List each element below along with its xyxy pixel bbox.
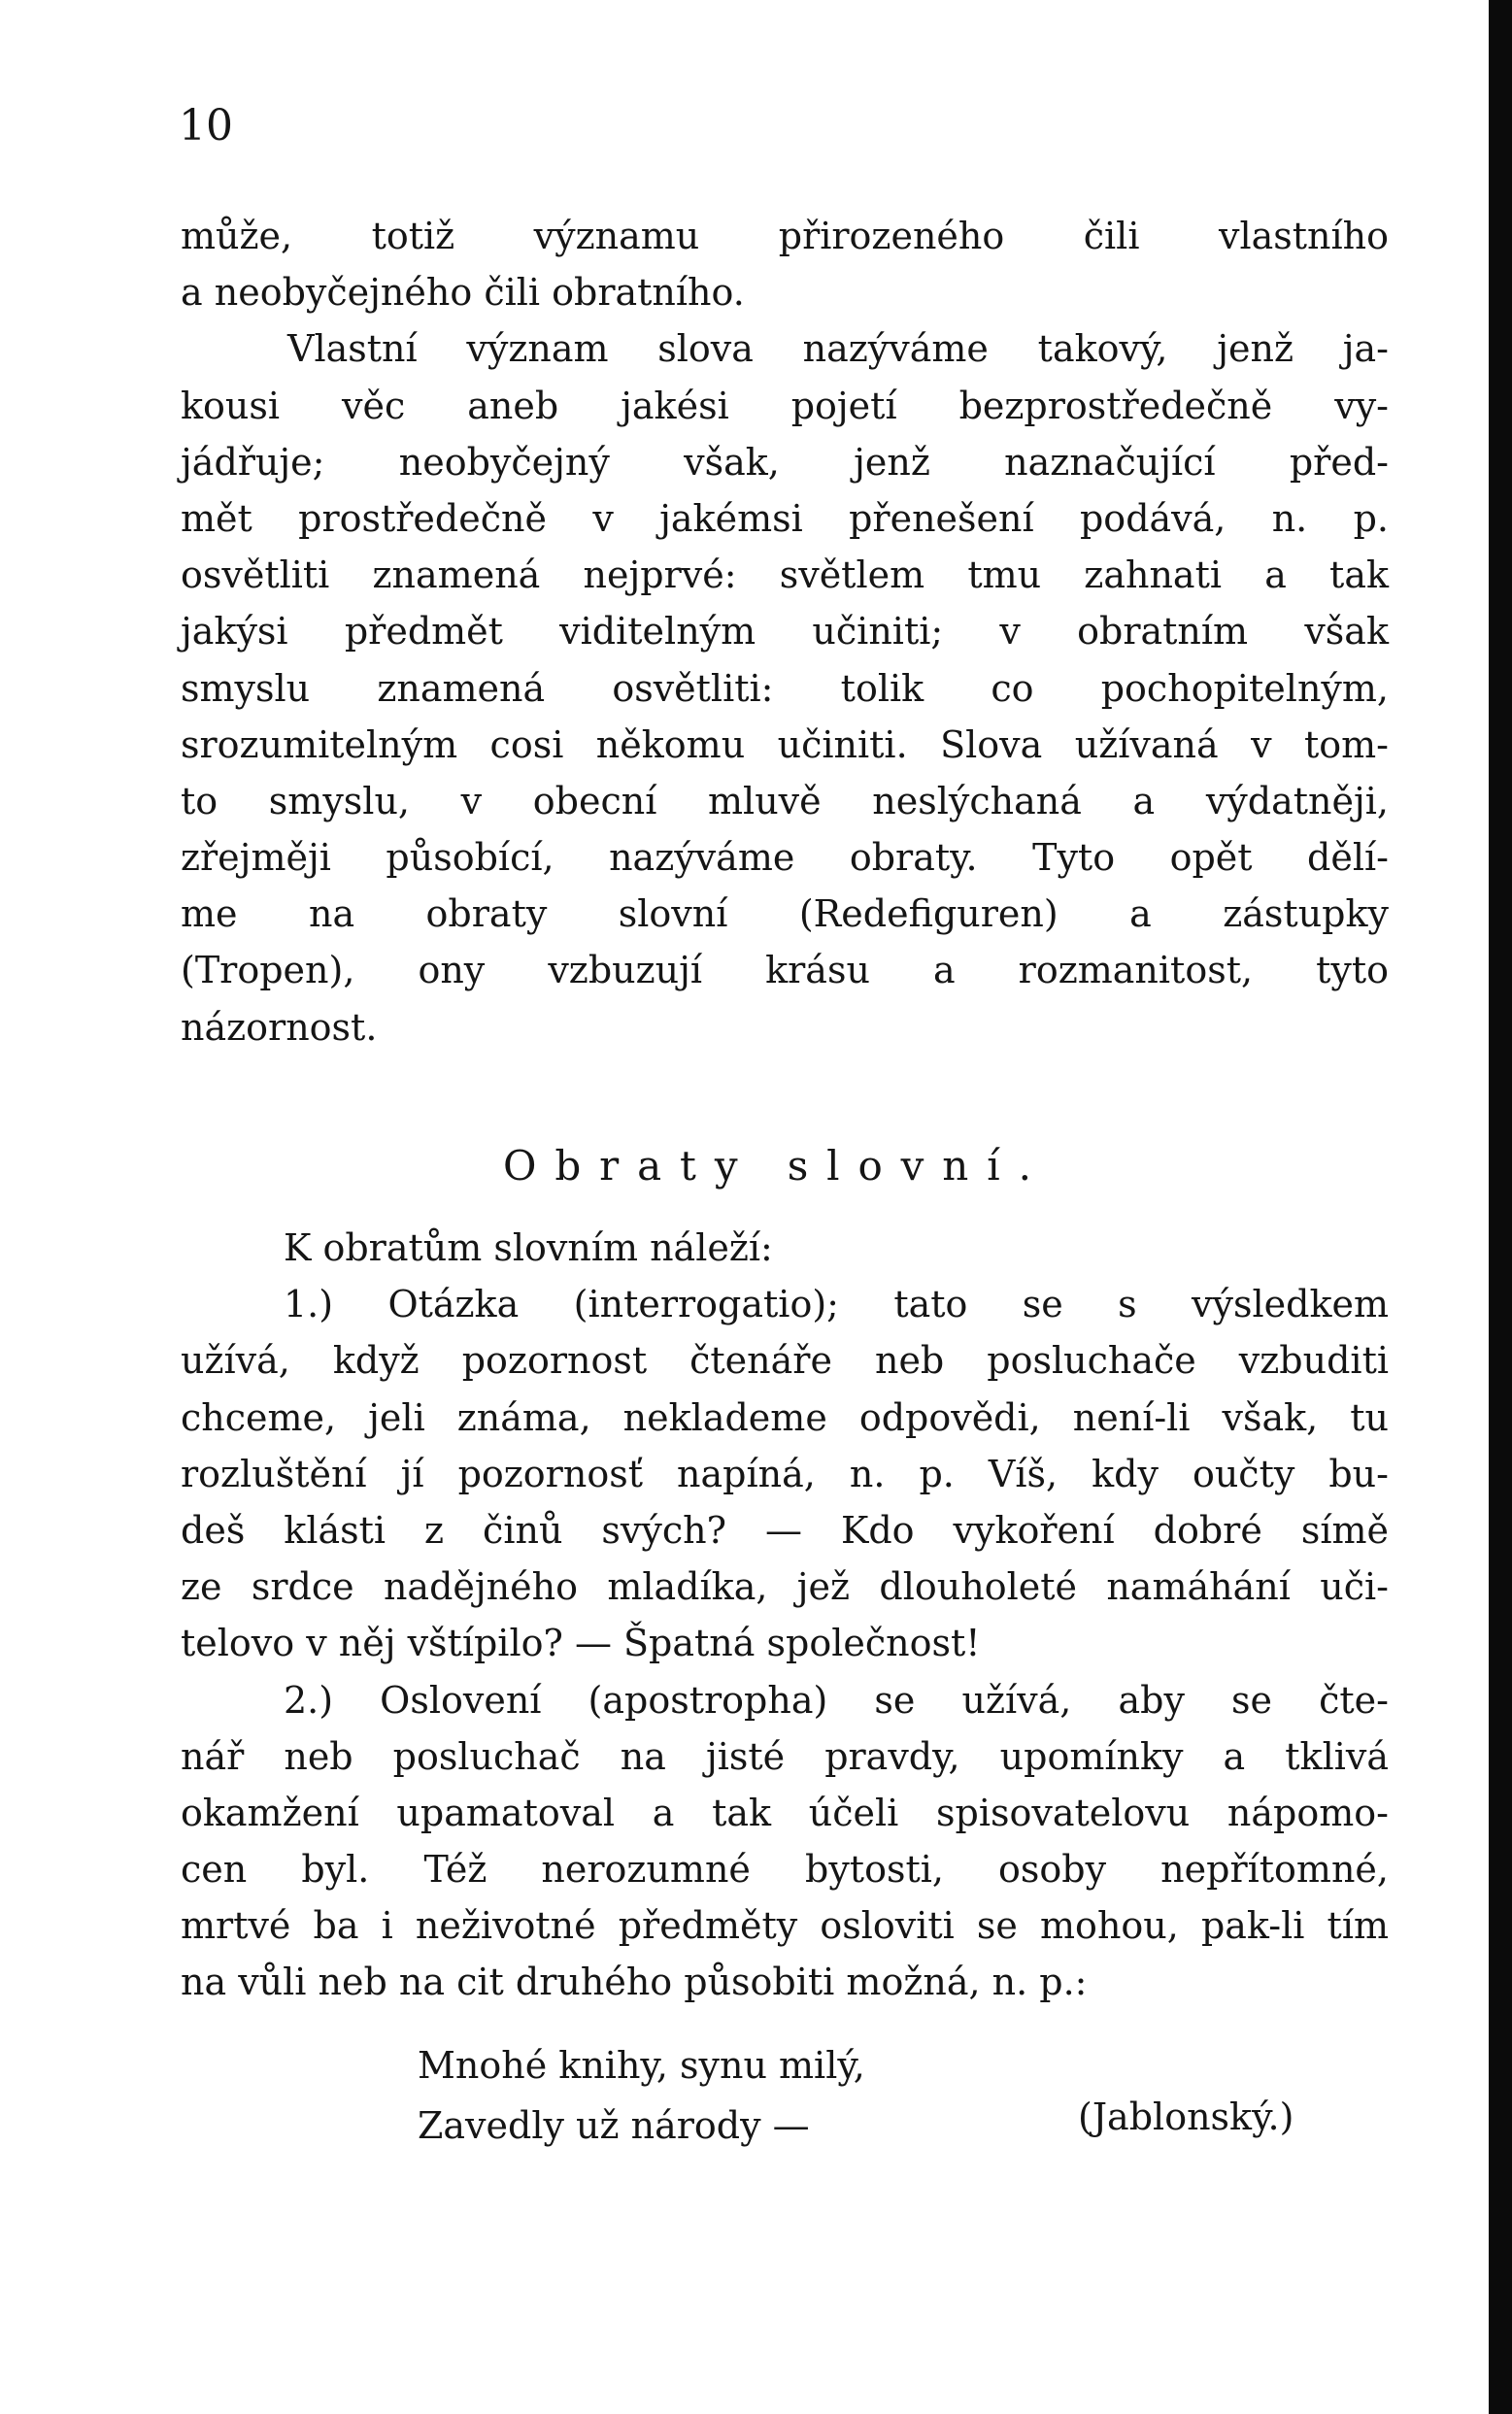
text-line: nář neb posluchač na jisté pravdy, upomínky a tklivá	[181, 1734, 1389, 1778]
text-line: Vlastní význam slova nazýváme takový, jenž ja-	[287, 327, 1389, 371]
verse-author: (Jablonský.)	[1078, 2095, 1294, 2138]
page-number: 10	[179, 101, 233, 151]
text-line: 1.) Otázka (interrogatio); tato se s výsledkem	[284, 1283, 1389, 1326]
text-line: chceme, jeli známa, neklademe odpovědi, není-li však, tu	[181, 1395, 1389, 1439]
text-line: zřejměji působící, nazýváme obraty. Tyto opět dělí-	[181, 836, 1389, 880]
text-line: K obratům slovním náleží:	[284, 1226, 773, 1269]
text-line: 2.) Oslovení (apostropha) se užívá, aby se čte-	[284, 1678, 1389, 1722]
text-line: (Tropen), ony vzbuzují krásu a rozmanitost, tyto	[181, 949, 1389, 992]
paragraph-obraty	[181, 1220, 1389, 2011]
text-line: může, totiž významu přirozeného čili vlastního	[181, 215, 1389, 257]
text-line: jakýsi předmět viditelným učiniti; v obratním však	[181, 610, 1389, 654]
text-line: rozluštění jí pozornosť napíná, n. p. Víš, kdy oučty bu-	[181, 1452, 1389, 1495]
scan-edge	[1489, 0, 1512, 2414]
text-line: mrtvé ba i neživotné předměty osloviti se mohou, pak-li tím	[181, 1904, 1389, 1948]
text-line: srozumitelným cosi někomu učiniti. Slova užívaná v tom-	[181, 722, 1389, 766]
verse-line: Zavedly už národy —	[418, 2104, 810, 2147]
text-line: deš klásti z činů svých? — Kdo vykoření dobré símě	[181, 1508, 1389, 1552]
section-heading: Obraty slovní.	[503, 1142, 1050, 1190]
text-line: me na obraty slovní (Redefiguren) a zástupky	[181, 892, 1389, 936]
verse-quote	[418, 2035, 865, 2156]
text-line: užívá, když pozornost čtenáře neb posluchače vzbuditi	[181, 1339, 1389, 1383]
text-line: a neobyčejného čili obratního.	[181, 271, 745, 315]
text-line: ze srdce nadějného mladíka, jež dlouholeté namáhání uči-	[181, 1565, 1389, 1609]
paragraph-intro	[181, 208, 1389, 1056]
text-line: kousi věc aneb jakési pojetí bezprostředečně vy-	[181, 384, 1389, 427]
text-line: na vůli neb na cit druhého působiti možná, n. p.:	[181, 1961, 1088, 2004]
text-line: názornost.	[181, 1005, 378, 1049]
text-line: osvětliti znamená nejprvé: světlem tmu zahnati a tak	[181, 553, 1389, 597]
text-line: okamžení upamatoval a tak účeli spisovatelovu nápomo-	[181, 1791, 1389, 1834]
text-line: mět prostředečně v jakémsi přenešení podává, n. p.	[181, 496, 1389, 540]
text-line: cen byl. Též nerozumné bytosti, osoby nepřítomné,	[181, 1848, 1389, 1892]
verse-line: Mnohé knihy, synu milý,	[418, 2044, 865, 2087]
text-line: to smyslu, v obecní mluvě neslýchaná a výdatněji,	[181, 779, 1389, 822]
text-line: smyslu znamená osvětliti: tolik co pochopitelným,	[181, 666, 1389, 710]
text-line: telovo v něj vštípilo? — Špatná společnost!	[181, 1622, 981, 1665]
text-line: jádřuje; neobyčejný však, jenž naznačující před-	[181, 440, 1389, 484]
